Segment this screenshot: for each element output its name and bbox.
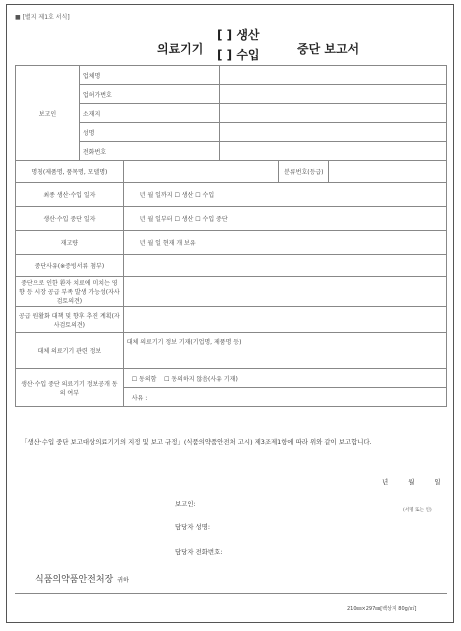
- sign-note: (서명 또는 인): [403, 508, 432, 513]
- form-page: [6, 4, 454, 623]
- company-input[interactable]: [219, 66, 446, 85]
- alternative-input[interactable]: 대체 의료기기 정보 기재(기업명, 제품명 등): [123, 333, 446, 369]
- recipient-suffix: 귀하: [117, 577, 129, 584]
- reporter-field-license: 업허가번호: [79, 85, 219, 104]
- impact-label: 중단으로 인한 환자 치료에 미치는 영향 등 시장 공급 부족 발생 가능성(자사검토의견): [16, 277, 124, 307]
- disagree-checkbox[interactable]: ☐ 동의하지 않음(사유 기재): [164, 375, 238, 383]
- reporter-section-label: 보고인: [16, 66, 80, 161]
- measures-input[interactable]: [123, 307, 446, 333]
- title-option-import[interactable]: [ ] 수입: [217, 48, 260, 62]
- staff-name-label[interactable]: 담당자 성명:: [175, 523, 211, 531]
- report-date[interactable]: 년 월 일: [382, 478, 441, 486]
- reason-input[interactable]: [123, 255, 446, 277]
- report-table: [15, 65, 447, 407]
- reporter-field-phone: 전화번호: [79, 142, 219, 161]
- form-number: ■ [별지 제1호 서식]: [15, 14, 70, 21]
- paper-spec: 210㎜×297㎜[백상지 80g/㎡]: [347, 606, 417, 612]
- staff-phone-label[interactable]: 담당자 전화번호:: [175, 548, 223, 556]
- reporter-field-name: 성명: [79, 123, 219, 142]
- last-date-label: 최종 생산·수입 일자: [16, 183, 124, 207]
- reason-label: 중단사유(※증빙서류 첨부): [16, 255, 124, 277]
- class-no-input[interactable]: [329, 161, 447, 183]
- reporter-field-address: 소재지: [79, 104, 219, 123]
- last-date-value[interactable]: 년 월 일까지 ☐ 생산 ☐ 수입: [123, 183, 446, 207]
- alternative-label: 대체 의료기기 관련 정보: [16, 333, 124, 369]
- disclosure-options: [123, 369, 446, 388]
- disclosure-reason[interactable]: 사유 :: [123, 388, 446, 407]
- title-tail: 중단 보고서: [297, 42, 360, 56]
- disclosure-label: 생산·수입 중단 의료기기 정보공개 동의 여부: [16, 369, 124, 407]
- license-input[interactable]: [219, 85, 446, 104]
- stop-date-label: 생산·수입 중단 일자: [16, 207, 124, 231]
- bottom-divider: [15, 593, 447, 594]
- form-title: [7, 25, 455, 69]
- stock-value[interactable]: 년 월 일 현재 개 보유: [123, 231, 446, 255]
- title-main: 의료기기: [157, 42, 204, 56]
- declaration-text: 「생산·수입 중단 보고대상의료기기의 지정 및 보고 규정」(식품의약품안전처 고시) 제3조제1항에 따라 위와 같이 보고합니다.: [21, 438, 372, 446]
- class-no-label: 분류번호(등급): [279, 161, 329, 183]
- impact-input[interactable]: [123, 277, 446, 307]
- recipient: [35, 572, 129, 585]
- recipient-name: 식품의약품안전처장: [35, 575, 114, 585]
- address-input[interactable]: [219, 104, 446, 123]
- measures-label: 공급 원활화 대책 및 향후 추진 계획(자사검토의견): [16, 307, 124, 333]
- agree-checkbox[interactable]: ☐ 동의함: [131, 375, 157, 383]
- name-input[interactable]: [219, 123, 446, 142]
- reporter-signature-label[interactable]: 보고인:: [175, 500, 196, 508]
- stop-date-value[interactable]: 년 월 일부터 ☐ 생산 ☐ 수입 중단: [123, 207, 446, 231]
- phone-input[interactable]: [219, 142, 446, 161]
- product-name-input[interactable]: [123, 161, 279, 183]
- product-name-label: 명칭(제품명, 품목명, 모델명): [16, 161, 124, 183]
- title-option-production[interactable]: [ ] 생산: [217, 28, 260, 42]
- stock-label: 재고량: [16, 231, 124, 255]
- reporter-field-company: 업체명: [79, 66, 219, 85]
